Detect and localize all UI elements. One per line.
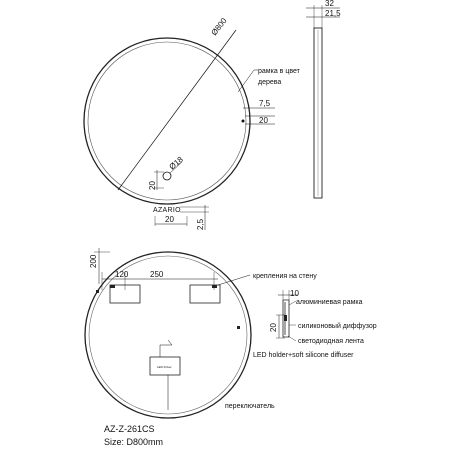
azario-logo: AZARIO (153, 207, 181, 214)
side-view (306, 0, 341, 198)
size-label: Size: D800mm (104, 437, 164, 447)
dim-20-vertical: 20 (148, 181, 157, 190)
dim-21-5: 21,5 (325, 9, 341, 18)
switch-dia-label: Ø18 (167, 154, 185, 172)
dim-20-right: 20 (259, 116, 268, 125)
aluminium-label: алюминиевая рамка (296, 299, 363, 306)
dim-20-bottom: 20 (165, 215, 174, 224)
front-view (84, 16, 301, 230)
dim-32: 32 (325, 0, 334, 8)
back-view (85, 248, 317, 418)
dim-250: 250 (150, 270, 164, 279)
switch-label: переключатель (225, 403, 275, 410)
dim-120: 120 (115, 270, 129, 279)
dim-200: 200 (89, 254, 98, 268)
diffuser-label: силиконовый диффузор (298, 323, 377, 330)
frame-label-2: дерева (258, 79, 282, 86)
dim-7-5: 7,5 (259, 99, 271, 108)
switch-button (163, 172, 171, 180)
diameter-label: Ø800 (209, 16, 229, 38)
dim-10: 10 (290, 289, 299, 298)
led-driver-label: LED Driver (157, 365, 172, 369)
holder-label: LED holder+soft silicone diffuser (253, 352, 354, 359)
mirror-outer-circle (84, 38, 250, 204)
mount-label: крепления на стену (253, 273, 317, 280)
profile-detail (253, 289, 377, 359)
frame-label: рамка в цвет (258, 68, 300, 75)
mirror-inner-circle (88, 42, 246, 200)
dim-20-profile: 20 (269, 323, 278, 332)
dim-2-5: 2,5 (196, 218, 205, 230)
model-code: AZ-Z-261CS (104, 424, 155, 434)
led-tape-label: светодиодная лента (298, 338, 364, 345)
